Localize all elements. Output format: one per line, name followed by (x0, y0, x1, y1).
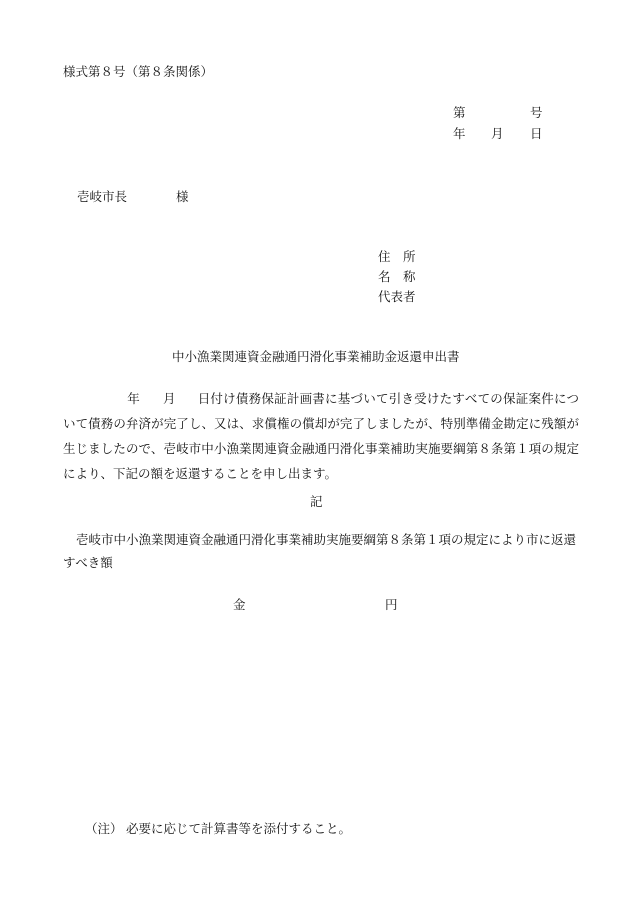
document-number-prefix: 第 (453, 105, 466, 120)
date-day-label: 日 (530, 126, 543, 141)
document-title: 中小漁業関連資金融通円滑化事業補助金返還申出書 (172, 349, 460, 364)
body-year-label: 年 (127, 391, 140, 406)
applicant-representative-label: 代表者 (378, 289, 416, 304)
amount-suffix: 円 (385, 597, 398, 612)
ki-heading: 記 (310, 494, 323, 509)
document-number-suffix: 号 (530, 105, 543, 120)
body-month-label: 月 (162, 391, 176, 406)
amount-description: 壱岐市中小漁業関連資金融通円滑化事業補助実施要綱第８条第１項の規定により市に返還すべき額 (63, 532, 577, 570)
note-text: 必要に応じて計算書等を添付すること。 (126, 821, 352, 836)
note-label: （注） (85, 821, 123, 836)
addressee-name: 壱岐市長 (77, 189, 128, 204)
addressee-honorific: 様 (176, 189, 189, 204)
date-month-label: 月 (491, 126, 504, 141)
applicant-address-label: 住 所 (378, 249, 416, 264)
date-year-label: 年 (453, 126, 466, 141)
amount-prefix: 金 (233, 597, 246, 612)
body-paragraph (63, 386, 579, 486)
body-text: 日付け債務保証計画書に基づいて引き受けたすべての保証案件について債務の弁済が完了し、又は、求償権の償却が完了しましたが、特別準備金勘定に残額が生じましたので、壱岐市中小漁業関連資金融通円滑化事業補助実施要綱第８条第１項の規定により、下記の額を返還することを申し出ます。 (63, 391, 579, 481)
applicant-name-label: 名 称 (378, 269, 416, 284)
form-number: 様式第８号（第８条関係） (63, 64, 214, 79)
